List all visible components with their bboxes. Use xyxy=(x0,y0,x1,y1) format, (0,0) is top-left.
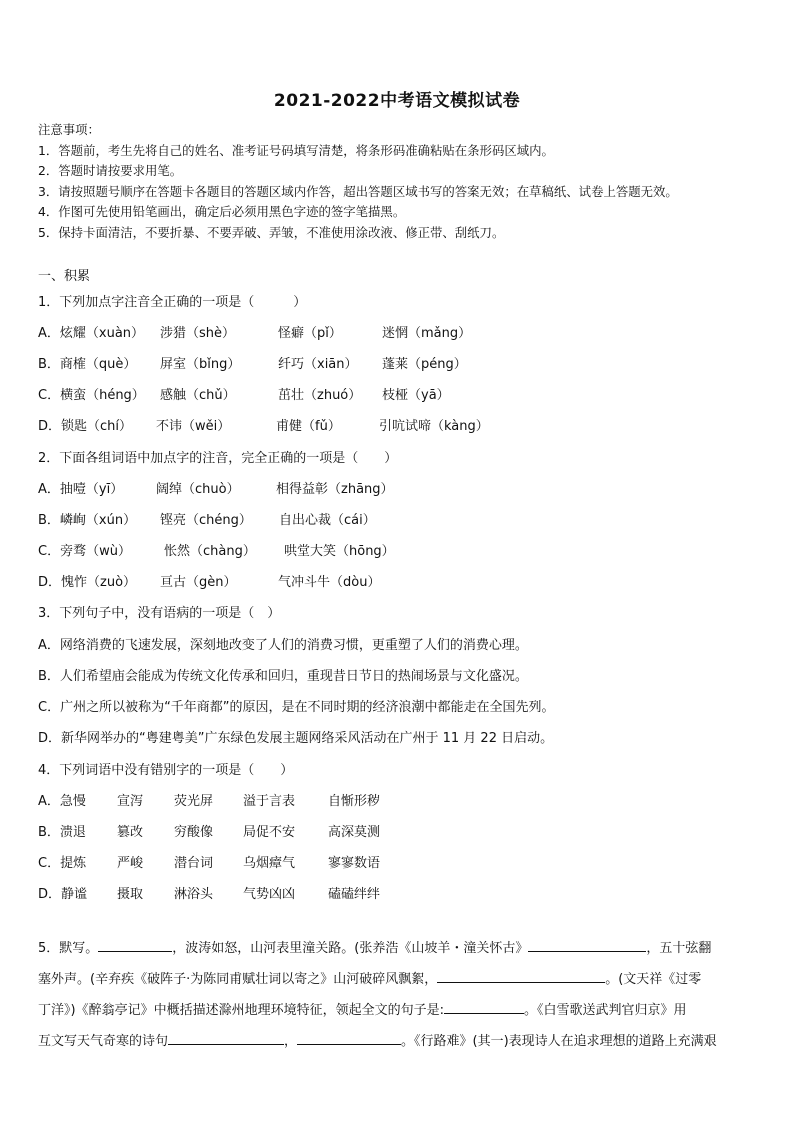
notice-item: 5．保持卡面清洁，不要折暴、不要弄破、弄皱，不准使用涂改液、修正带、刮纸刀。 xyxy=(38,224,505,240)
answer-blank[interactable] xyxy=(528,939,646,952)
notice-item: 2．答题时请按要求用笔。 xyxy=(38,163,183,179)
notice-heading: 注意事项： xyxy=(38,122,100,137)
question-5-line xyxy=(38,999,760,1018)
option-text: 荧光屏 xyxy=(174,794,214,809)
question-5-line xyxy=(38,1030,760,1049)
question-5-line xyxy=(38,968,760,987)
notice-item: 4．作图可先使用铅笔画出，确定后必须用黑色字迹的签字笔描黑。 xyxy=(38,204,406,220)
option-text: 溢于言表 xyxy=(243,794,296,809)
option-text: 气势凶凶 xyxy=(243,887,296,902)
option-text: C．提炼 xyxy=(38,856,87,871)
option-text: 枝桠（yā） xyxy=(382,388,450,403)
option-text: D．静谧 xyxy=(38,887,88,902)
text-segment: 互文写天气奇寒的诗句 xyxy=(38,1034,169,1049)
text-segment: 。(文天祥《过零 xyxy=(605,972,702,987)
notice-block xyxy=(38,120,768,244)
option-text: A．炫耀（xuàn） xyxy=(38,326,145,341)
question-5-line xyxy=(38,937,760,956)
option-text: 涉猎（shè） xyxy=(160,326,236,341)
option-text: 严峻 xyxy=(117,856,144,871)
option-text: C．旁骛（wù） xyxy=(38,544,131,559)
answer-blank[interactable] xyxy=(437,970,605,983)
option-text: C．横蛮（héng） xyxy=(38,388,145,403)
option-text: 迷惘（mǎng） xyxy=(382,326,472,341)
option-text: 茁壮（zhuó） xyxy=(278,388,362,403)
option-text: 亘古（gèn） xyxy=(160,575,237,590)
question-1-stem: 1．下列加点字注音全正确的一项是（ ） xyxy=(38,295,307,310)
text-segment: ，五十弦翻 xyxy=(646,941,712,956)
answer-blank[interactable] xyxy=(98,939,172,952)
option-text: 怅然（chàng） xyxy=(164,544,256,559)
option-text: 引吭试啼（kàng） xyxy=(379,419,489,434)
option-text: 潜台词 xyxy=(174,856,214,871)
option-text: 哄堂大笑（hōng） xyxy=(284,544,395,559)
option-text: 屏室（bǐng） xyxy=(160,357,241,372)
option-text: 相得益彰（zhāng） xyxy=(276,482,394,497)
question-4-stem: 4．下列词语中没有错别字的一项是（ ） xyxy=(38,763,294,778)
option-text: 怪癖（pǐ） xyxy=(278,326,342,341)
notice-item: 3．请按照题号顺序在答题卡各题目的答题区域内作答，超出答题区域书写的答案无效；在草稿纸、试卷上答题无效。 xyxy=(38,183,678,199)
text-segment: ，波涛如怒，山河表里潼关路。(张养浩《山坡羊・潼关怀古》 xyxy=(172,941,529,956)
text-segment: 5．默写。 xyxy=(38,941,99,956)
option-text: 自出心裁（cái） xyxy=(279,513,376,528)
text-segment: 塞外声。(辛弃疾《破阵子·为陈同甫赋壮词以寄之》山河破碎风飘絮， xyxy=(38,972,438,987)
text-segment: 。《行路难》(其一)表现诗人在追求理想的道路上充满艰 xyxy=(401,1034,717,1049)
question-3-option-d: D．新华网举办的“粤建粤美”广东绿色发展主题网络采风活动在广州于 11 月 22 日启动。 xyxy=(38,731,554,746)
text-segment: 丁洋》)《醉翁亭记》中概括描述滁州地理环境特征，领起全文的句子是: xyxy=(38,1003,444,1018)
option-text: 高深莫测 xyxy=(328,825,381,840)
option-text: 摄取 xyxy=(117,887,144,902)
question-2-stem: 2．下面各组词语中加点字的注音，完全正确的一项是（ ） xyxy=(38,451,398,466)
section-heading: 一、积累 xyxy=(38,269,91,284)
question-3-option-c: C．广州之所以被称为“千年商都”的原因，是在不同时期的经济浪潮中都能走在全国先列。 xyxy=(38,700,555,715)
option-text: 淋浴头 xyxy=(174,887,214,902)
option-text: 不讳（wěi） xyxy=(156,419,231,434)
option-text: 寥寥数语 xyxy=(328,856,381,871)
notice-item: 1．答题前，考生先将自己的姓名、准考证号码填写清楚，将条形码准确粘贴在条形码区域内。 xyxy=(38,142,554,158)
text-segment: 。《白雪歌送武判官归京》用 xyxy=(523,1003,687,1018)
page-title: 2021-2022中考语文模拟试卷 xyxy=(273,91,521,111)
option-text: 磕磕绊绊 xyxy=(328,887,381,902)
option-text: 纤巧（xiān） xyxy=(278,357,358,372)
option-text: 乌烟瘴气 xyxy=(243,856,296,871)
option-text: 篡改 xyxy=(117,825,144,840)
question-3-option-b: B．人们希望庙会能成为传统文化传承和回归，重现昔日节日的热闹场景与文化盛况。 xyxy=(38,669,528,684)
answer-blank[interactable] xyxy=(297,1032,401,1045)
option-text: 气冲斗牛（dòu） xyxy=(278,575,381,590)
option-text: 感触（chǔ） xyxy=(160,388,236,403)
option-text: B．溃退 xyxy=(38,825,86,840)
answer-blank[interactable] xyxy=(168,1032,284,1045)
option-text: 蓬莱（péng） xyxy=(382,357,467,372)
option-text: 局促不安 xyxy=(243,825,296,840)
option-text: 阔绰（chuò） xyxy=(156,482,240,497)
option-text: B．商榷（què） xyxy=(38,357,137,372)
option-text: A．抽噎（yī） xyxy=(38,482,124,497)
option-text: 甫健（fǔ） xyxy=(276,419,341,434)
question-3-stem: 3．下列句子中，没有语病的一项是（ ） xyxy=(38,606,281,621)
option-text: D．愧怍（zuò） xyxy=(38,575,137,590)
question-3-option-a: A．网络消费的飞速发展，深刻地改变了人们的消费习惯，更重塑了人们的消费心理。 xyxy=(38,638,528,653)
option-text: D．锁匙（chí） xyxy=(38,419,133,434)
option-text: 铿亮（chéng） xyxy=(160,513,252,528)
option-text: 宣泻 xyxy=(117,794,144,809)
option-text: B．嶙峋（xún） xyxy=(38,513,137,528)
text-segment: ， xyxy=(284,1034,298,1049)
option-text: 穷酸像 xyxy=(174,825,214,840)
option-text: A．急慢 xyxy=(38,794,86,809)
option-text: 自惭形秽 xyxy=(328,794,381,809)
answer-blank[interactable] xyxy=(444,1001,524,1014)
